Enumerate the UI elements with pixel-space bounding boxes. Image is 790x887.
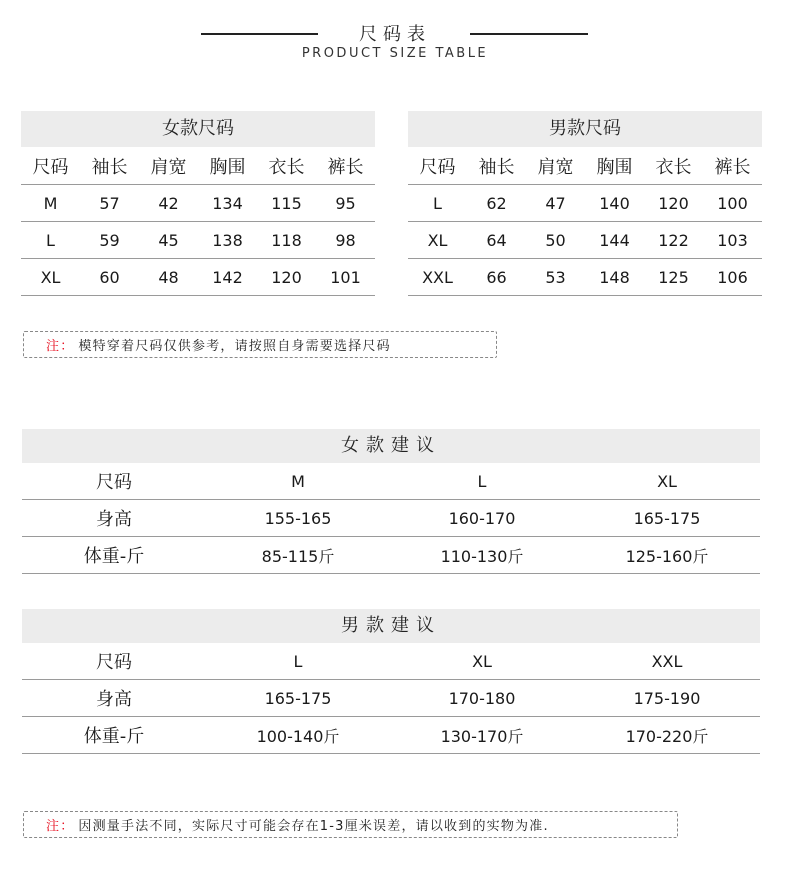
table-cell: XL: [40, 267, 61, 287]
table-cell: 62: [486, 193, 507, 213]
women-suggestion-title: 女款建议: [22, 429, 760, 463]
table-cell: M: [291, 471, 305, 491]
table-cell: 125: [658, 267, 689, 287]
column-header: 尺码: [419, 156, 456, 178]
table-cell: 64: [486, 230, 507, 250]
table-cell: L: [433, 193, 442, 213]
column-header: 裤长: [327, 156, 364, 178]
table-cell: 175-190: [633, 688, 701, 708]
table-cell: 130-170斤: [440, 726, 524, 746]
table-cell: 53: [545, 267, 566, 287]
table-cell: 134: [212, 193, 243, 213]
table-cell: 120: [271, 267, 302, 287]
women-size-table-header: [21, 147, 375, 185]
table-cell: 142: [212, 267, 243, 287]
note-text: 模特穿着尺码仅供参考，请按照自身需要选择尺码: [78, 339, 391, 354]
table-row: [22, 643, 760, 680]
table-cell: 47: [545, 193, 566, 213]
table-cell: 118: [271, 230, 302, 250]
table-row: [408, 185, 762, 222]
table-cell: 138: [212, 230, 243, 250]
table-cell: XXL: [651, 651, 683, 671]
table-cell: 50: [545, 230, 566, 250]
table-row: [22, 500, 760, 537]
table-cell: XL: [472, 651, 492, 671]
table-cell: 165-175: [264, 688, 332, 708]
column-header: 胸围: [209, 156, 246, 178]
table-cell: 140: [599, 193, 630, 213]
column-header: 袖长: [91, 156, 128, 178]
column-header: 肩宽: [150, 156, 187, 178]
table-row: [21, 222, 375, 259]
column-header: 袖长: [478, 156, 515, 178]
page-subtitle: PRODUCT SIZE TABLE: [301, 46, 489, 61]
table-row: [22, 717, 760, 754]
table-row: [408, 259, 762, 296]
column-header: 裤长: [714, 156, 751, 178]
men-size-table: [408, 111, 762, 296]
table-row: [408, 222, 762, 259]
table-cell: 101: [330, 267, 361, 287]
table-cell: 98: [335, 230, 356, 250]
note-label: 注：: [46, 819, 75, 834]
note-label: 注：: [46, 339, 75, 354]
column-header: 衣长: [655, 156, 692, 178]
table-cell: 42: [158, 193, 179, 213]
note-text: 因测量手法不同，实际尺寸可能会存在1-3厘米误差，请以收到的实物为准.: [78, 819, 549, 834]
table-cell: 122: [658, 230, 689, 250]
column-header: 肩宽: [537, 156, 574, 178]
table-cell: 160-170: [448, 508, 516, 528]
table-cell: 100: [717, 193, 748, 213]
table-cell: 60: [99, 267, 120, 287]
note-measurement-error: [23, 811, 678, 838]
table-cell: 120: [658, 193, 689, 213]
table-cell: L: [293, 651, 303, 671]
column-header: 衣长: [268, 156, 305, 178]
row-label: 尺码: [96, 472, 132, 493]
table-row: [22, 537, 760, 574]
table-cell: 144: [599, 230, 630, 250]
table-cell: XXL: [422, 267, 453, 287]
table-cell: L: [46, 230, 55, 250]
table-row: [22, 463, 760, 500]
table-cell: 148: [599, 267, 630, 287]
table-cell: 103: [717, 230, 748, 250]
table-cell: XL: [427, 230, 448, 250]
table-cell: 59: [99, 230, 120, 250]
table-cell: 170-180: [448, 688, 516, 708]
table-cell: XL: [657, 471, 677, 491]
column-header: 尺码: [32, 156, 69, 178]
table-cell: 155-165: [264, 508, 332, 528]
men-size-table-header: [408, 147, 762, 185]
table-cell: 115: [271, 193, 302, 213]
men-size-table-title: 男款尺码: [408, 111, 762, 147]
table-cell: 48: [158, 267, 179, 287]
note-model-size: [23, 331, 497, 358]
table-cell: L: [477, 471, 487, 491]
men-suggestion-table: [22, 609, 760, 754]
row-label: 体重-斤: [83, 726, 145, 747]
table-cell: 165-175: [633, 508, 701, 528]
table-row: [21, 185, 375, 222]
women-suggestion-table: [22, 429, 760, 574]
table-cell: 85-115斤: [261, 546, 335, 566]
table-cell: 170-220斤: [625, 726, 709, 746]
row-label: 身高: [96, 689, 132, 710]
table-cell: 110-130斤: [440, 546, 524, 566]
table-cell: 57: [99, 193, 120, 213]
row-label: 体重-斤: [83, 546, 145, 567]
men-suggestion-title: 男款建议: [22, 609, 760, 643]
women-size-table: [21, 111, 375, 296]
table-cell: 66: [486, 267, 507, 287]
table-cell: M: [43, 193, 58, 213]
table-row: [22, 680, 760, 717]
table-cell: 125-160斤: [625, 546, 709, 566]
row-label: 尺码: [96, 652, 132, 673]
table-cell: 45: [158, 230, 179, 250]
table-cell: 100-140斤: [256, 726, 340, 746]
table-row: [21, 259, 375, 296]
women-size-table-title: 女款尺码: [21, 111, 375, 147]
table-cell: 106: [717, 267, 748, 287]
row-label: 身高: [96, 509, 132, 530]
page-title: 尺码表: [359, 24, 431, 45]
table-cell: 95: [335, 193, 356, 213]
column-header: 胸围: [596, 156, 633, 178]
